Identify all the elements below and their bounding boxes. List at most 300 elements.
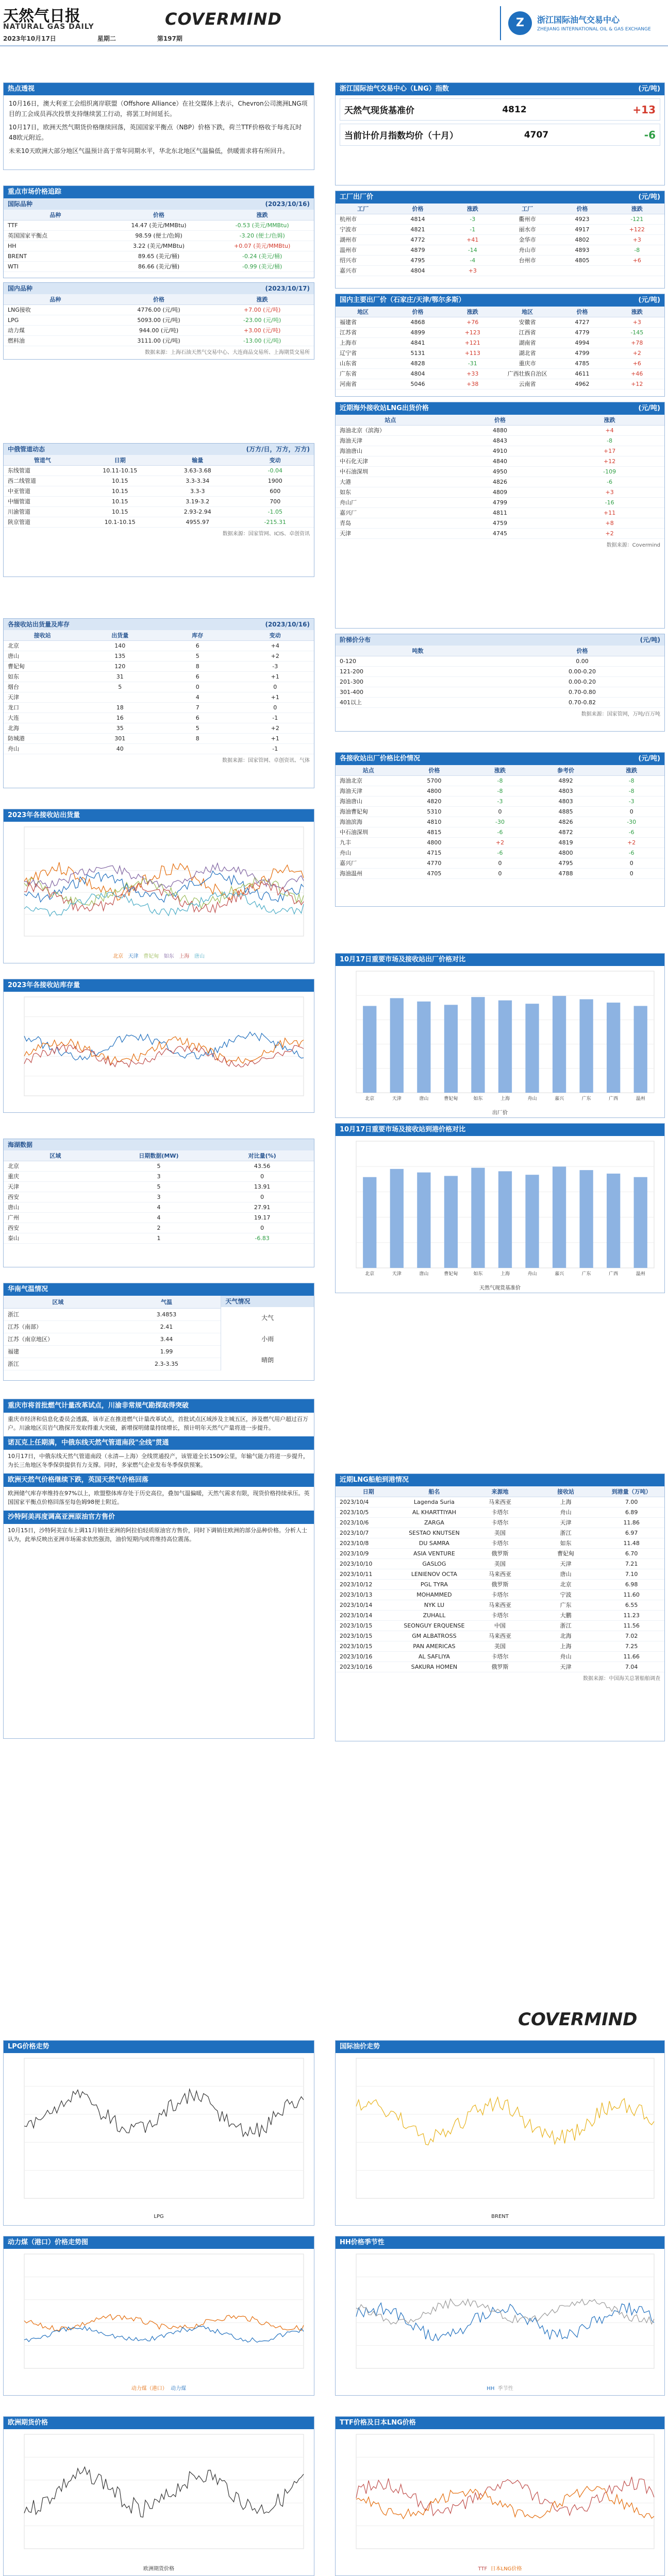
x-tick-label: 北京 xyxy=(365,1096,375,1101)
bar xyxy=(390,1169,404,1268)
table-row xyxy=(4,486,314,496)
cell: 马来西亚 xyxy=(467,1569,533,1579)
cell: 3.22 (美元/MMBtu) xyxy=(107,241,211,251)
cell: SEONGUY ERQUENSE xyxy=(402,1620,467,1631)
cell: 陕京管道 xyxy=(4,517,81,527)
cell: +6 xyxy=(610,358,664,368)
col-head: 价格 xyxy=(555,307,609,317)
cell: 4885 xyxy=(533,806,599,817)
cell: 北京 xyxy=(533,1579,599,1589)
vessels-table xyxy=(336,1486,664,1672)
eu-chart xyxy=(3,2416,314,2576)
covermind-logo-mid: COVERMIND xyxy=(518,2009,638,2030)
cell: PGL TYRA xyxy=(402,1579,467,1589)
col-head: 对比量(%) xyxy=(210,1150,314,1161)
bar-chart-1-bar: 10月17日重要市场及接收站出厂价格对比 xyxy=(336,954,664,966)
cell: +0.07 (美元/MMBtu) xyxy=(210,241,314,251)
cell: 11.48 xyxy=(598,1538,664,1548)
legend-item: 动力煤 xyxy=(171,2386,187,2392)
table-row xyxy=(4,496,314,506)
cell: -8 xyxy=(467,775,533,786)
cell: 天津 xyxy=(533,1517,599,1528)
cell: 4785 xyxy=(555,358,609,368)
cell: 7.25 xyxy=(598,1641,664,1651)
cell: 2023/10/6 xyxy=(336,1517,402,1528)
station-note: 数据来源：Covermind xyxy=(606,542,660,548)
cell: 4950 xyxy=(445,466,555,477)
report-header xyxy=(0,0,668,46)
table-row xyxy=(336,656,664,666)
col-head: 接收站 xyxy=(533,1486,599,1497)
cell: 8 xyxy=(159,661,237,671)
cell: 4795 xyxy=(390,255,445,265)
cell: 浙江 xyxy=(533,1620,599,1631)
vessels-note: 数据来源：中国海关总署船舶调查 xyxy=(583,1675,660,1682)
cell: 4880 xyxy=(445,425,555,435)
cell: 40 xyxy=(81,743,159,754)
table-row xyxy=(4,251,314,261)
cell: -6 xyxy=(467,848,533,858)
cell: 卡塔尔 xyxy=(467,1507,533,1517)
cell: -0.99 (美元/桶) xyxy=(210,261,314,272)
cell: 944.00 (元/吨) xyxy=(107,325,211,335)
cell: 如东 xyxy=(4,671,81,682)
table-row xyxy=(336,456,664,466)
cell: 大港 xyxy=(336,477,445,487)
x-tick-label: 广东 xyxy=(581,1272,591,1277)
bar xyxy=(607,1003,620,1093)
bar xyxy=(417,1173,430,1268)
cell: 青岛 xyxy=(336,518,445,528)
table-row xyxy=(336,827,664,837)
col-head: 品种 xyxy=(4,294,107,304)
cell: 海油天津 xyxy=(336,435,445,446)
news-body: 10月17日，中俄东线天然气管道南段（永清—上海）全线贯通投产，该管道全长1509公里，年输气能力将进一步提升，为长三角地区冬季保供提供有力支撑。同时，多家燃气企业发布冬季保供预案。 xyxy=(8,1453,309,1468)
cell: 4840 xyxy=(445,456,555,466)
col-head: 涨跌 xyxy=(445,204,500,214)
cell: -1 xyxy=(237,743,314,754)
cell: -1.05 xyxy=(237,506,314,517)
col-head: 涨跌 xyxy=(598,765,664,775)
cell: 3.44 xyxy=(112,1333,221,1345)
cell: 广东省 xyxy=(336,368,390,379)
cell: +2 xyxy=(467,837,533,848)
table-row xyxy=(336,1538,664,1548)
col-head: 输量 xyxy=(159,455,237,465)
bar xyxy=(634,1177,647,1268)
col-head: 日期数据(MW) xyxy=(107,1150,211,1161)
cell: 4803 xyxy=(533,796,599,806)
cell: 0 xyxy=(467,806,533,817)
col-head: 涨跌 xyxy=(555,415,664,425)
cell: 10.11-10.15 xyxy=(81,465,159,476)
table-row xyxy=(336,224,664,234)
cell: 泰山 xyxy=(4,1233,107,1243)
weather-tag: 大气 xyxy=(261,1314,274,1321)
cell: 4 xyxy=(107,1212,211,1223)
cell: +1 xyxy=(237,692,314,702)
cell: 海油温州 xyxy=(336,868,402,878)
cell: NYK LU xyxy=(402,1600,467,1610)
cell: 135 xyxy=(81,651,159,661)
station-unit: (元/吨) xyxy=(638,404,660,412)
cell: 台州市 xyxy=(500,255,555,265)
cell: 0 xyxy=(210,1192,314,1202)
table-row xyxy=(336,214,664,224)
cell: 江苏（南京地区） xyxy=(4,1333,112,1345)
report-title: 天然气日报 xyxy=(3,7,80,25)
table-row xyxy=(4,661,314,671)
cell: 31 xyxy=(81,671,159,682)
cell: 0 xyxy=(467,868,533,878)
cell: 俄罗斯 xyxy=(467,1548,533,1558)
cell: 6.89 xyxy=(598,1507,664,1517)
table-row xyxy=(4,1223,314,1233)
cell: -3 xyxy=(598,796,664,806)
cell: -121 xyxy=(610,214,664,224)
eu-chart-svg xyxy=(4,2429,314,2564)
cell: ASIA VENTURE xyxy=(402,1548,467,1558)
cell: 18 xyxy=(81,702,159,713)
cell: 海油曹妃甸 xyxy=(336,806,402,817)
cell: 7.00 xyxy=(598,1497,664,1507)
x-tick-label: 嘉兴 xyxy=(555,1272,564,1277)
col-head: 区域 xyxy=(4,1150,107,1161)
table-row xyxy=(336,379,664,389)
cell: -3 xyxy=(237,661,314,671)
card-value: 4812 xyxy=(502,104,527,115)
table-row xyxy=(4,1320,221,1333)
cell: 福建 xyxy=(4,1345,112,1358)
table-row xyxy=(336,848,664,858)
cell: -31 xyxy=(445,358,500,368)
cell: 5310 xyxy=(402,806,467,817)
cell: 重庆市 xyxy=(500,358,555,368)
cell: 4 xyxy=(107,1202,211,1212)
bar xyxy=(525,1004,539,1093)
table-row xyxy=(4,713,314,723)
tiers-table xyxy=(336,646,664,708)
legend-item: 季节性 xyxy=(497,2386,513,2392)
col-head: 管道气 xyxy=(4,455,81,465)
cell: 丽水市 xyxy=(500,224,555,234)
cell: 美国 xyxy=(467,1528,533,1538)
cell: GASLOG xyxy=(402,1558,467,1569)
brent-chart-bar: 国际油价走势 xyxy=(336,2041,664,2053)
cell: 4759 xyxy=(445,518,555,528)
cell: 4800 xyxy=(402,837,467,848)
x-tick-label: 舟山 xyxy=(527,1096,537,1101)
cell: 4826 xyxy=(445,477,555,487)
cell: 6.70 xyxy=(598,1548,664,1558)
tiers-note: 数据来源：国家管网，万吨/百万吨 xyxy=(581,711,660,717)
pipeline-section xyxy=(3,1139,314,1267)
cell: 安徽省 xyxy=(500,317,555,327)
tiers-section xyxy=(335,634,665,732)
cell: 卡塔尔 xyxy=(467,1651,533,1662)
cell: +38 xyxy=(445,379,500,389)
cell: 江苏省 xyxy=(336,327,390,337)
cell: 86.66 (美元/桶) xyxy=(107,261,211,272)
col-head: 站点 xyxy=(336,415,445,425)
cell: 绍兴市 xyxy=(336,255,390,265)
cell: 2023/10/13 xyxy=(336,1589,402,1600)
cell: -0.53 (美元/MMBtu) xyxy=(210,220,314,230)
cell: 重庆 xyxy=(4,1171,107,1181)
cell: 福建省 xyxy=(336,317,390,327)
cell: 0 xyxy=(210,1171,314,1181)
dom-subbar xyxy=(4,283,314,294)
table-row xyxy=(336,265,664,276)
hot-para: 10月17日，欧洲天然气期货价格继续回落，英国国家平衡点（NBP）价格下跌，荷兰TTF价格收于每兆瓦时48欧元附近。 xyxy=(9,124,302,141)
x-tick-label: 广西 xyxy=(609,1272,619,1277)
table-row xyxy=(336,868,664,878)
plant-bar xyxy=(336,753,664,765)
intl-price-bar: 重点市场价格追踪 xyxy=(4,186,314,198)
cell: 301-400 xyxy=(336,687,500,697)
region-bar xyxy=(336,294,664,307)
table-row xyxy=(336,796,664,806)
cell: 0.00 xyxy=(500,656,664,666)
cell: LENIENOV OCTA xyxy=(402,1569,467,1579)
cell: 舟山市 xyxy=(500,245,555,255)
left-chart-2-bar: 2023年各接收站库存量 xyxy=(4,979,314,992)
bar-chart-2 xyxy=(335,1123,665,1293)
legend-item: 动力煤（港口） xyxy=(131,2386,168,2392)
cell: 马来西亚 xyxy=(467,1631,533,1641)
cell: 云南省 xyxy=(500,379,555,389)
lpg-chart-bar: LPG价格走势 xyxy=(4,2041,314,2053)
factory-bar xyxy=(336,191,664,204)
cell: 6.98 xyxy=(598,1579,664,1589)
cell: 4826 xyxy=(533,817,599,827)
cell: 4828 xyxy=(390,358,445,368)
cell: AL KHARTTIYAH xyxy=(402,1507,467,1517)
table-row xyxy=(4,1233,314,1243)
cell: 海油天津 xyxy=(336,786,402,796)
plot-area xyxy=(24,2434,304,2549)
cell: 英国国家平衡点 xyxy=(4,230,107,241)
table-row xyxy=(4,1192,314,1202)
bar-chart-2-legend: 天然气现货基准价 xyxy=(479,1285,521,1291)
table-row xyxy=(4,651,314,661)
series-line xyxy=(24,892,304,916)
cell: 曹妃甸 xyxy=(533,1548,599,1558)
cell: 4800 xyxy=(402,786,467,796)
weather-sub-label: 天气情况 xyxy=(225,1298,250,1305)
cell: 35 xyxy=(81,723,159,733)
cell: 4 xyxy=(159,692,237,702)
cell: LPG xyxy=(4,315,107,325)
cell: +3 xyxy=(610,234,664,245)
cell: +123 xyxy=(445,327,500,337)
pipeline-subbar xyxy=(4,1139,314,1150)
col-head: 站点 xyxy=(336,765,402,775)
cell: 江西省 xyxy=(500,327,555,337)
hh-chart-bar: HH价格季节性 xyxy=(336,2236,664,2249)
cell: 上海 xyxy=(533,1641,599,1651)
report-date: 2023年10月17日 xyxy=(3,35,56,42)
cell: PAN AMERICAS xyxy=(402,1641,467,1651)
cell: -8 xyxy=(598,775,664,786)
cell: 4745 xyxy=(445,528,555,538)
table-row xyxy=(4,465,314,476)
table-row xyxy=(4,315,314,325)
cell: 北京 xyxy=(4,1161,107,1171)
cell: 6.97 xyxy=(598,1528,664,1538)
cell: 8 xyxy=(159,733,237,743)
cell: 唐山 xyxy=(533,1569,599,1579)
cell: 浙江 xyxy=(533,1528,599,1538)
cell: 温州市 xyxy=(336,245,390,255)
table-row xyxy=(4,1333,221,1345)
cell: 1900 xyxy=(237,476,314,486)
station-section xyxy=(335,402,665,629)
table-row xyxy=(336,358,664,368)
cell: 201-300 xyxy=(336,676,500,687)
exchange-mark-icon: Z xyxy=(508,11,532,35)
coal-chart xyxy=(3,2236,314,2396)
cell: 中石油深圳 xyxy=(336,466,445,477)
left-chart-1-svg xyxy=(4,822,314,952)
cell: 11.66 xyxy=(598,1651,664,1662)
cell: +11 xyxy=(555,507,664,518)
cell: 4872 xyxy=(533,827,599,837)
intl-sub: 国际品种 xyxy=(8,200,33,208)
cell: 5 xyxy=(107,1181,211,1192)
cell: -30 xyxy=(598,817,664,827)
table-row xyxy=(336,1579,664,1589)
station-bar xyxy=(336,402,664,415)
cell: ZARGA xyxy=(402,1517,467,1528)
table-row xyxy=(336,806,664,817)
table-row xyxy=(336,775,664,786)
cell: 0-120 xyxy=(336,656,500,666)
cell: 4892 xyxy=(533,775,599,786)
series-line xyxy=(356,2097,654,2145)
plant-unit: (元/吨) xyxy=(638,755,660,762)
storage-note: 数据来源：国家管网、卓创资讯、气体 xyxy=(222,757,310,764)
eu-chart-bar: 欧洲期货价格 xyxy=(4,2417,314,2429)
legend-item: TTF xyxy=(478,2566,488,2572)
cell: 杭州市 xyxy=(336,214,390,224)
col-head: 吨数 xyxy=(336,646,500,656)
cell: 川渝管道 xyxy=(4,506,81,517)
legend-item: 上海 xyxy=(179,954,190,959)
cell: 7.10 xyxy=(598,1569,664,1579)
table-row xyxy=(4,241,314,251)
cell: 3 xyxy=(107,1171,211,1181)
cell: +78 xyxy=(610,337,664,348)
cell: 海油唐山 xyxy=(336,796,402,806)
cell: 4899 xyxy=(390,327,445,337)
cell: 4893 xyxy=(555,245,609,255)
col-head: 价格 xyxy=(390,204,445,214)
col-head: 气温 xyxy=(112,1296,221,1308)
vessels-section xyxy=(335,1473,665,1741)
cell: 4819 xyxy=(533,837,599,848)
cell: 7.02 xyxy=(598,1631,664,1641)
col-head: 日期 xyxy=(81,455,159,465)
cell: 浙江 xyxy=(4,1358,112,1370)
cell: 3.63-3.68 xyxy=(159,465,237,476)
cell: 大鹏 xyxy=(533,1610,599,1620)
table-row xyxy=(336,858,664,868)
cell: 98.59 (便士/色姆) xyxy=(107,230,211,241)
cell: 2023/10/15 xyxy=(336,1631,402,1641)
table-row xyxy=(336,234,664,245)
cell: 中石化天津 xyxy=(336,456,445,466)
cell: 19.17 xyxy=(210,1212,314,1223)
card-change: +13 xyxy=(632,103,656,116)
cell: 舟山 xyxy=(533,1651,599,1662)
col-head: 变动 xyxy=(237,630,314,640)
cell: 2023/10/7 xyxy=(336,1528,402,1538)
series-line xyxy=(356,2299,654,2324)
cell: -13.00 (元/吨) xyxy=(210,335,314,346)
cell: 东线管道 xyxy=(4,465,81,476)
cell: 西安 xyxy=(4,1192,107,1202)
legend-item: 北京 xyxy=(113,954,124,959)
table-row xyxy=(336,1610,664,1620)
lng-index-card xyxy=(340,124,660,146)
bar xyxy=(417,1002,430,1093)
report-subtitle: NATURAL GAS DAILY xyxy=(3,23,94,31)
cell: 唐山 xyxy=(4,1202,107,1212)
plot-area xyxy=(24,2058,304,2198)
x-tick-label: 广东 xyxy=(581,1096,591,1101)
cell: 中石油深圳 xyxy=(336,827,402,837)
cell: -3 xyxy=(445,214,500,224)
series-line xyxy=(356,2477,654,2516)
cell: 16 xyxy=(81,713,159,723)
card-change: -6 xyxy=(644,128,656,141)
table-row xyxy=(336,425,664,435)
col-head: 地区 xyxy=(336,307,390,317)
lng-index-title: 浙江国际油气交易中心（LNG）指数 xyxy=(340,85,449,93)
bar xyxy=(634,1006,647,1093)
cell: 2023/10/9 xyxy=(336,1548,402,1558)
cell: 金华市 xyxy=(500,234,555,245)
series-line xyxy=(356,2303,654,2341)
col-head: 价格 xyxy=(500,646,664,656)
cell: 宁波 xyxy=(533,1589,599,1600)
cell: -109 xyxy=(555,466,664,477)
cell: GM ALBATROSS xyxy=(402,1631,467,1641)
cell: +12 xyxy=(610,379,664,389)
news-body: 重庆市经济和信息化委员会透露，该市正在推进燃气计量改革试点，首批试点区域涉及主城五区，涉及燃气用户超过百万户。川渝地区页岩气勘探开发取得重大突破，新增探明储量持续增长，预计明年天然气产量将进一步提升。 xyxy=(8,1416,308,1431)
cell: -14 xyxy=(445,245,500,255)
table-row xyxy=(336,466,664,477)
news-title: 重庆市将首批燃气计量改革试点，川渝非常规气勘探取得突破 xyxy=(4,1399,314,1413)
cell: 上海市 xyxy=(336,337,390,348)
cell: 中缅管道 xyxy=(4,496,81,506)
bar-chart-2-bar: 10月17日重要市场及接收站到港价格对比 xyxy=(336,1124,664,1136)
plant-section xyxy=(335,752,665,907)
cell: 马来西亚 xyxy=(467,1600,533,1610)
cell: Lagenda Suria xyxy=(402,1497,467,1507)
factory-unit: (元/吨) xyxy=(638,193,660,201)
cell: 6 xyxy=(159,713,237,723)
cell: 4776.00 (元/吨) xyxy=(107,304,211,315)
cell: 4821 xyxy=(390,224,445,234)
cell: 2.3-3.35 xyxy=(112,1358,221,1370)
tiers-subbar xyxy=(336,634,664,646)
table-row xyxy=(4,682,314,692)
cell: +4 xyxy=(237,640,314,651)
lng-index-unit: (元/吨) xyxy=(638,85,660,93)
cell: 4772 xyxy=(390,234,445,245)
